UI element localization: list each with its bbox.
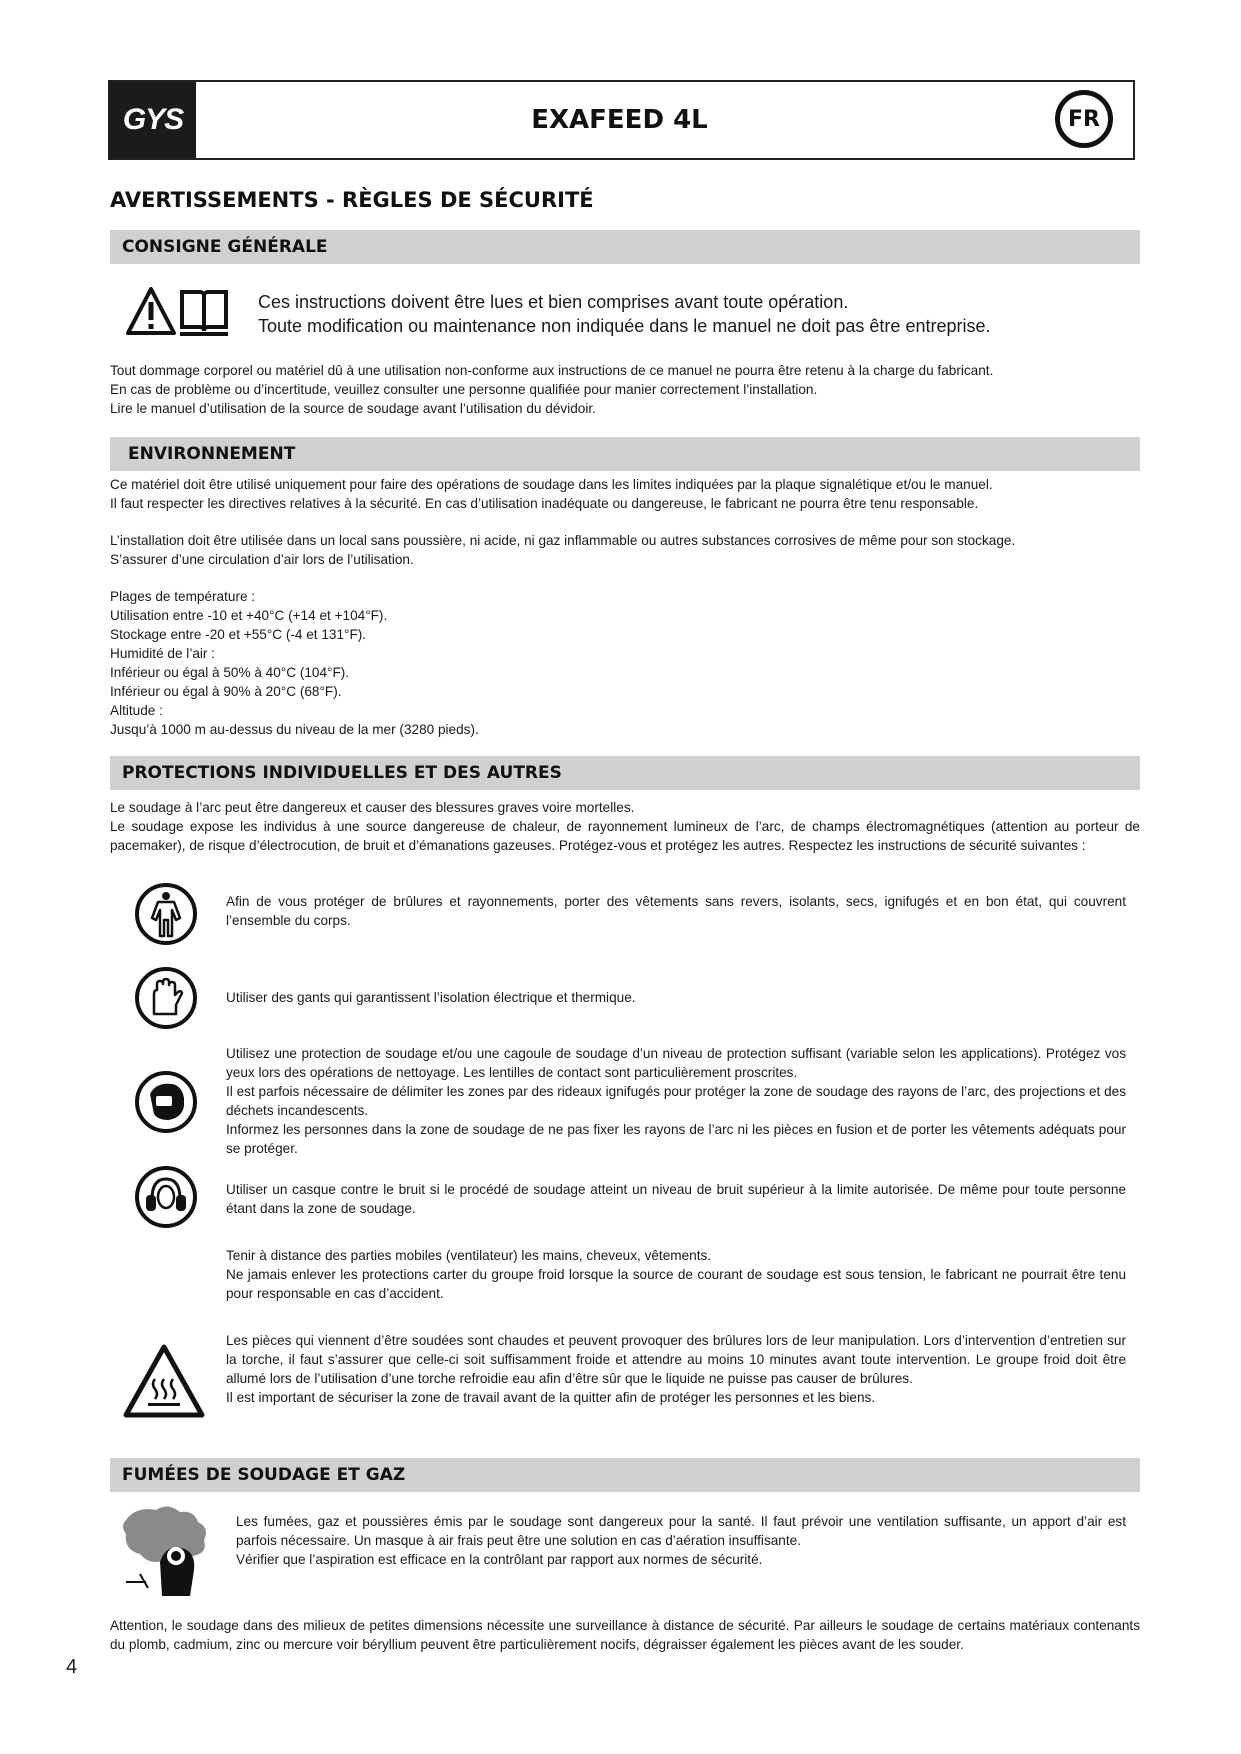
paragraph-line: Les fumées, gaz et poussières émis par le soudage sont dangereux pour la santé. Il faut prévoir une ventilation suffisante, un apport d’air est parfois nécessaire. Un masque à air frais peut être une solution en cas d’aération insuffisante. <box>236 1514 1126 1548</box>
paragraph-line: L’installation doit être utilisée dans un local sans poussière, ni acide, ni gaz inflammable ou autres substances corrosives de même pour son stockage. <box>110 533 1016 548</box>
paragraph-line: Utiliser des gants qui garantissent l’isolation électrique et thermique. <box>226 990 636 1005</box>
section-header-general <box>110 230 1140 264</box>
protective-clothing-icon <box>134 882 198 946</box>
paragraph-line: Humidité de l’air : <box>110 646 216 661</box>
gloves-text <box>226 988 1126 1007</box>
general-body <box>110 361 1140 418</box>
section-title: FUMÉES DE SOUDAGE ET GAZ <box>122 1465 406 1485</box>
moving-parts-text <box>226 1246 1126 1303</box>
logo-text: GYS <box>122 103 184 136</box>
paragraph-line: Stockage entre -20 et +55°C (-4 et 131°F). <box>110 627 367 642</box>
paragraph-line: Le soudage expose les individus à une source dangereuse de chaleur, de rayonnement lumineux de l’arc, de champs électromagnétiques (attention au porteur de pacemaker), de risque d’électrocution, de bruit et d’émanations gazeuses. Protégez-vous et protégez les autres. Respectez les instructions de sécurité suivantes : <box>110 819 1140 853</box>
warning-manual-icon <box>126 286 232 338</box>
paragraph-line: Plages de température : <box>110 589 256 604</box>
document-title: EXAFEED 4L <box>531 105 708 135</box>
hot-surface-warning-icon <box>122 1343 206 1419</box>
paragraph-line: Inférieur ou égal à 90% à 20°C (68°F). <box>110 684 342 699</box>
paragraph-line: Ce matériel doit être utilisé uniquement pour faire des opérations de soudage dans les limites indiquées par la plaque signalétique et/ou le manuel. <box>110 477 993 492</box>
paragraph-line: Vérifier que l’aspiration est efficace en la contrôlant par rapport aux normes de sécurité. <box>236 1552 763 1567</box>
paragraph-line: Jusqu’à 1000 m au-dessus du niveau de la mer (3280 pieds). <box>110 722 479 737</box>
welding-fumes-icon <box>116 1500 224 1600</box>
paragraph-line: Le soudage à l’arc peut être dangereux et causer des blessures graves voire mortelles. <box>110 800 635 815</box>
fumes-text <box>236 1512 1126 1569</box>
welding-mask-icon <box>134 1070 198 1134</box>
paragraph-line: Utilisez une protection de soudage et/ou une cagoule de soudage d’un niveau de protection suffisant (variable selon les applications). Protégez vos yeux lors des opérations de nettoyage. Les lentilles de contact sont particulièrement proscrites. <box>226 1046 1126 1080</box>
gloves-icon <box>134 966 198 1030</box>
paragraph-line: Utilisation entre -10 et +40°C (+14 et +104°F). <box>110 608 388 623</box>
section-header-protections <box>110 756 1140 790</box>
paragraph-line: Il faut respecter les directives relatives à la sécurité. En cas d’utilisation inadéquate ou dangereuse, le fabricant ne pourra être tenu responsable. <box>110 496 979 511</box>
section-title: PROTECTIONS INDIVIDUELLES ET DES AUTRES <box>122 763 562 783</box>
protections-intro <box>110 798 1140 855</box>
paragraph-line: En cas de problème ou d’incertitude, veuillez consulter une personne qualifiée pour manier correctement l’installation. <box>110 382 818 397</box>
paragraph-line: Altitude : <box>110 703 163 718</box>
exclamation-bar <box>149 302 154 320</box>
paragraph-line: Afin de vous protéger de brûlures et rayonnements, porter des vêtements sans revers, isolants, secs, ignifugés et en bon état, qui couvrent l’ensemble du corps. <box>226 894 1126 928</box>
paragraph-line: Tout dommage corporel ou matériel dû à une utilisation non-conforme aux instructions de ce manuel ne pourra être retenu à la charge du fabricant. <box>110 363 994 378</box>
general-lead <box>258 290 990 338</box>
document-header <box>108 80 1135 160</box>
section-header-environment <box>110 437 1140 471</box>
language-badge: FR <box>1055 90 1113 148</box>
ear-protection-icon <box>134 1165 198 1229</box>
paragraph-line: Attention, le soudage dans des milieux de petites dimensions nécessite une surveillance à distance de sécurité. Par ailleurs le soudage de certains matériaux contenants du plomb, cadmium, zinc ou mercure voir béryllium peuvent être particulièrement nocifs, dégraisser également les pièces avant de les souder. <box>110 1618 1140 1652</box>
paragraph-line: Les pièces qui viennent d’être soudées sont chaudes et peuvent provoquer des brûlures lors de leur manipulation. Lors d’intervention d’entretien sur la torche, il faut s’assurer que celle-ci soit suffisamment froide et attendre au moins 10 minutes avant toute intervention. Le groupe froid doit être allumé lors de l’utilisation d’une torche refroidie eau afin d’être sûr que le liquide ne puisse pas causer de brûlures. <box>226 1333 1126 1386</box>
clothing-text <box>226 892 1126 930</box>
fumes-warning-text <box>110 1616 1140 1654</box>
environment-body <box>110 475 1140 739</box>
section-title: ENVIRONNEMENT <box>128 444 296 464</box>
paragraph-line: Tenir à distance des parties mobiles (ventilateur) les mains, cheveux, vêtements. <box>226 1248 712 1263</box>
gys-logo <box>110 82 196 158</box>
paragraph-line: Informez les personnes dans la zone de soudage de ne pas fixer les rayons de l’arc ni les pièces en fusion et de porter les vêtements adéquats pour se protéger. <box>226 1122 1126 1156</box>
exclamation-dot <box>149 324 154 329</box>
paragraph-line: Inférieur ou égal à 50% à 40°C (104°F). <box>110 665 350 680</box>
mask-text <box>226 1044 1126 1158</box>
lead-line: Ces instructions doivent être lues et bien comprises avant toute opération. <box>258 292 849 312</box>
paragraph-line: S’assurer d’une circulation d’air lors de l’utilisation. <box>110 552 414 567</box>
paragraph-line: Utiliser un casque contre le bruit si le procédé de soudage atteint un niveau de bruit supérieur à la limite autorisée. De même pour toute personne étant dans la zone de soudage. <box>226 1182 1126 1216</box>
paragraph-line: Il est parfois nécessaire de délimiter les zones par des rideaux ignifugés pour protéger la zone de soudage des rayons de l’arc, des projections et des déchets incandescents. <box>226 1084 1126 1118</box>
paragraph-line: Il est important de sécuriser la zone de travail avant de la quitter afin de protéger les personnes et les biens. <box>226 1390 876 1405</box>
hot-parts-text <box>226 1331 1126 1407</box>
paragraph-line: Ne jamais enlever les protections carter du groupe froid lorsque la source de courant de soudage est sous tension, le fabricant ne pourrait être tenu pour responsable en cas d’accident. <box>226 1267 1126 1301</box>
paragraph-line: Lire le manuel d’utilisation de la source de soudage avant l’utilisation du dévidoir. <box>110 401 596 416</box>
section-header-fumes <box>110 1458 1140 1492</box>
section-title: CONSIGNE GÉNÉRALE <box>122 237 328 257</box>
ear-text <box>226 1180 1126 1218</box>
lead-line: Toute modification ou maintenance non indiquée dans le manuel ne doit pas être entreprise. <box>258 316 991 336</box>
page-number: 4 <box>66 1656 78 1678</box>
book-icon <box>180 292 228 334</box>
page-title: AVERTISSEMENTS - RÈGLES DE SÉCURITÉ <box>110 188 594 212</box>
